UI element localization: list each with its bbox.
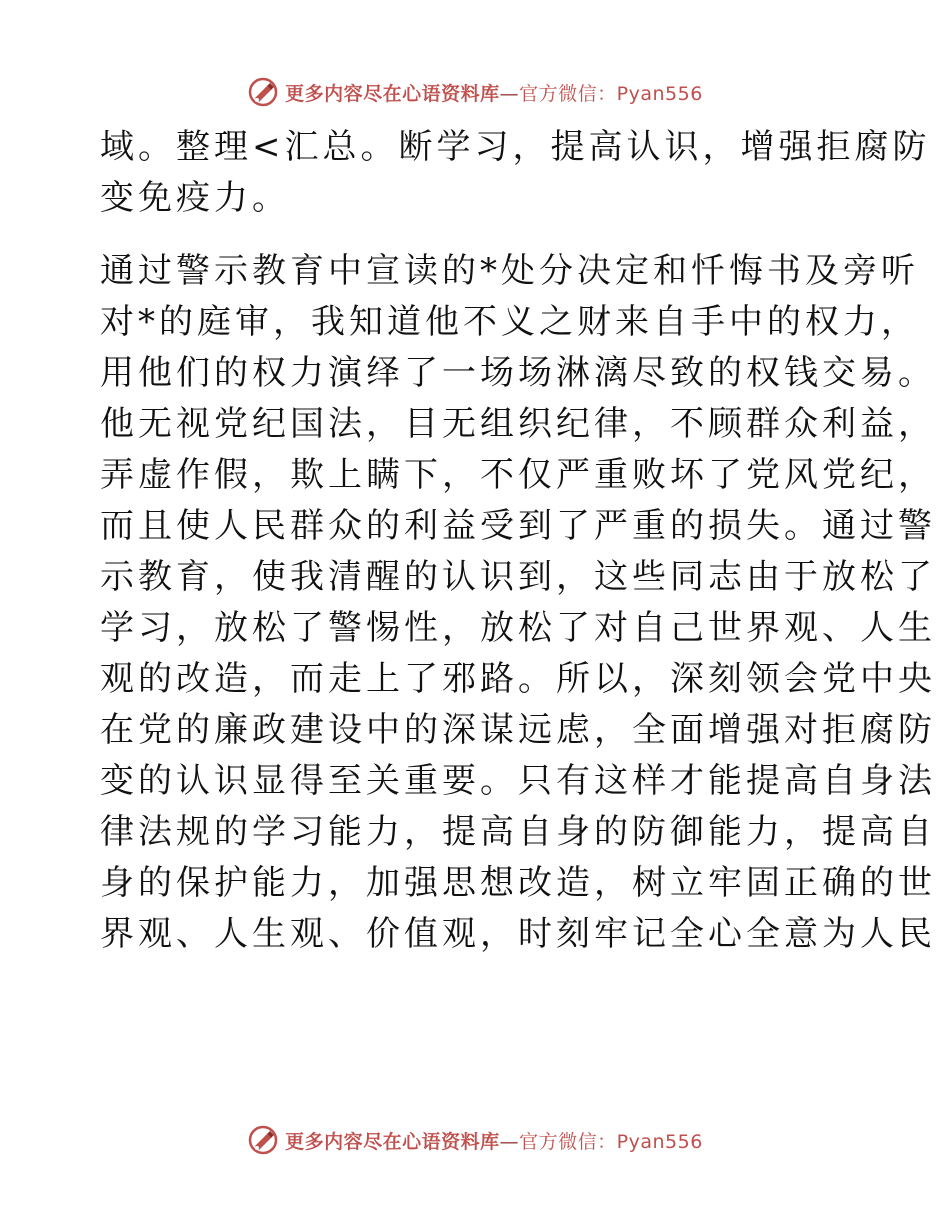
text-line: 学习，放松了警惕性，放松了对自己世界观、人生 xyxy=(100,608,936,648)
paragraph-2 xyxy=(100,246,936,960)
header-watermark-banner xyxy=(0,72,950,112)
text-line: 通过警示教育中宣读的*处分决定和忏悔书及旁听 xyxy=(100,251,919,291)
text-line: 律法规的学习能力，提高自身的防御能力，提高自 xyxy=(100,812,936,852)
text-line: 用他们的权力演绎了一场场淋漓尽致的权钱交易。 xyxy=(100,353,936,393)
text-line: 在党的廉政建设中的深谋远虑，全面增强对拒腐防 xyxy=(100,710,936,750)
footer-watermark-banner xyxy=(0,1120,950,1160)
text-line: 变免疫力。 xyxy=(100,178,290,218)
header-banner-text xyxy=(285,79,703,106)
text-line: 他无视党纪国法，目无组织纪律，不顾群众利益， xyxy=(100,404,936,444)
pen-logo-icon xyxy=(247,76,279,108)
header-separator: — xyxy=(499,82,520,105)
text-line: 界观、人生观、价值观，时刻牢记全心全意为人民 xyxy=(100,914,936,954)
text-line: 变的认识显得至关重要。只有这样才能提高自身法 xyxy=(100,761,936,801)
text-line: 而且使人民群众的利益受到了严重的损失。通过警 xyxy=(100,506,936,546)
footer-wechat-label: 官方微信：Pyan556 xyxy=(519,1130,703,1153)
text-line: 弄虚作假，欺上瞒下，不仅严重败坏了党风党纪， xyxy=(100,455,936,495)
text-line: 身的保护能力，加强思想改造，树立牢固正确的世 xyxy=(100,863,936,903)
text-line: 观的改造，而走上了邪路。所以，深刻领会党中央 xyxy=(100,659,936,699)
text-line: 示教育，使我清醒的认识到，这些同志由于放松了 xyxy=(100,557,936,597)
footer-site-name: 更多内容尽在心语资料库 xyxy=(285,1130,500,1153)
text-line: 对*的庭审，我知道他不义之财来自手中的权力， xyxy=(100,302,919,342)
header-wechat-label: 官方微信：Pyan556 xyxy=(519,82,703,105)
paragraph-1 xyxy=(100,122,931,224)
text-line: 域。整理<汇总。断学习，提高认识，增强拒腐防 xyxy=(100,127,931,167)
header-site-name: 更多内容尽在心语资料库 xyxy=(285,82,500,105)
footer-separator: — xyxy=(499,1130,520,1153)
footer-banner-text xyxy=(285,1127,703,1154)
pen-logo-icon xyxy=(247,1124,279,1156)
document-body xyxy=(100,122,936,960)
